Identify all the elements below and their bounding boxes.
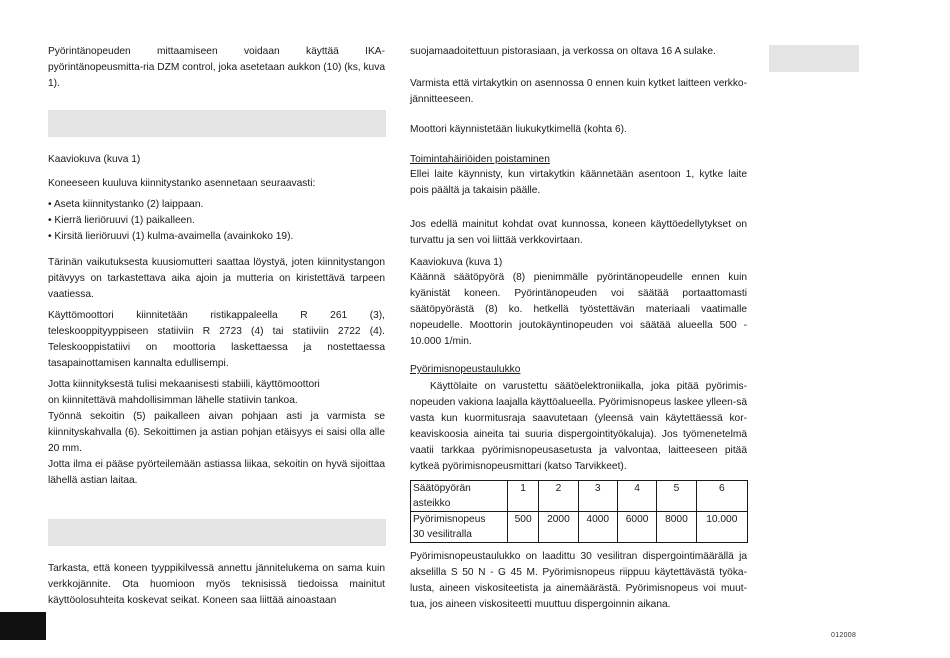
speed-paragraph: Käännä säätöpyörä (8) pienimmälle pyörintänopeudelle ennen kuin kyänistät koneen. Pyörintänopeuden voi säätää portaattomasti säätöpyörästä (8) ko. hetkellä työstettävän materiaali vaatimalle nopeudelle. Moottorin joutokäyntinopeuden voi säätää alueella 500 - 10.000 1/min. xyxy=(410,272,747,347)
switch-check-paragraph: Varmista että virtakytkin on asennossa 0 ennen kuin kytket laitteen verkko-jännitteeseen. xyxy=(410,78,747,105)
table-cell: 1 xyxy=(508,481,539,512)
table-cell: 6 xyxy=(696,481,747,512)
table-cell: 3 xyxy=(578,481,617,512)
document-number: 012008 xyxy=(831,632,857,639)
table-row xyxy=(411,512,748,543)
install-steps-list xyxy=(48,197,385,245)
table-cell: 500 xyxy=(508,512,539,543)
speed-table xyxy=(410,480,748,543)
table-cell: Säätöpyörän asteikko xyxy=(411,481,508,512)
figure-reference-right: Kaaviokuva (kuva 1) xyxy=(410,257,503,268)
ready-paragraph: Jos edellä mainitut kohdat ovat kunnossa, koneen käyttöedellytykset on turvattu ja sen voi liittää verkkovirtaan. xyxy=(410,219,747,246)
socket-line: suojamaadoitettuun pistorasiaan, ja verkossa on oltava 16 A sulake. xyxy=(410,46,716,57)
start-line: Moottori käynnistetään liukukytkimellä (kohta 6). xyxy=(410,124,627,135)
table-row xyxy=(411,481,748,512)
table-cell: Pyörimisnopeus 30 vesilitralla xyxy=(411,512,508,543)
list-item: • Kierrä lieriöruuvi (1) paikalleen. xyxy=(48,215,195,226)
section-band-1 xyxy=(48,110,386,137)
intro-paragraph: Pyörintänopeuden mittaamiseen voidaan käyttää IKA-pyörintänopeusmitta-ria DZM control, joka asetetaan aukkon (10) (ks, kuva 1). xyxy=(48,46,385,89)
vibration-paragraph: Tärinän vaikutuksesta kuusiomutteri saattaa löystyä, joten kiinnitystangon pitävyys on tarkastettava aika ajoin ja mutteria on kiristettävä tarpeen vaatiessa. xyxy=(48,257,385,300)
table-cell: 6000 xyxy=(617,512,656,543)
table-cell: 4000 xyxy=(578,512,617,543)
list-item: • Kirsitä lieriöruuvi (1) kulma-avaimella (avainkoko 19). xyxy=(48,231,294,242)
table-cell: 2 xyxy=(539,481,578,512)
list-item: • Aseta kiinnitystanko (2) laippaan. xyxy=(48,199,204,210)
speed-table-heading: Pyörimisnopeustaulukko xyxy=(410,364,521,375)
mount-paragraph: Käyttömoottori kiinnitetään ristikappaleella R 261 (3), teleskooppityyppiseen statiiviin R 2723 (4) tai statiiviin 2722 (4). Teleskooppistatiivi on moottoria laskettaessa ja nostettaessa tasapainottamisen kannalta edullisempi. xyxy=(48,310,385,369)
install-intro: Koneeseen kuuluva kiinnitystanko asennetaan seuraavasti: xyxy=(48,178,316,189)
voltage-paragraph: Tarkasta, että koneen tyyppikilvessä annettu jännitelukema on sama kuin verkkojännite. Ota huomioon myös teknisissä tiedoissa mainitut käyttöolosuhteita koskevat seikat. Koneen saa liittää ainoastaan xyxy=(48,563,385,606)
section-band-2 xyxy=(48,519,386,546)
header-band-right xyxy=(769,45,859,72)
speed-table-intro: Käyttölaite on varustettu säätöelektroniikalla, joka pitää pyörimis-nopeuden vakiona laajalla käyttöalueella. Pyörimisnopeus laskee ylleen-sä vasta kun kuormitusraja saavutetaan (yleensä vain käytettäessä kor-keaviskoosia aineita tai suuria dispergointityökaluja). Jos työmenetelmä vaatii tarkkaa pyörimisnopeusasetusta ja valvontaa, laitteeseen pitää kytkeä pyörimisnopeusmittari (katso Tarvikkeet). xyxy=(410,381,747,472)
stirrer-paragraph: Työnnä sekoitin (5) paikalleen aivan pohjaan asti ja varmista se kiinnityskahvalla (6). Sekoittimen ja astian pohjan etäisyys ei saisi olla alle 20 mm. xyxy=(48,411,385,454)
troubleshooting-text: Ellei laite käynnisty, kun virtakytkin käännetään asentoon 1, kytke laite pois päältä ja takaisin päälle. xyxy=(410,169,747,196)
table-cell: 10.000 xyxy=(696,512,747,543)
page-tab-marker xyxy=(0,612,46,640)
air-paragraph: Jotta ilma ei pääse pyörteilemään astiassa liikaa, sekoitin on hyvä sijoittaa lähellä astian laitaa. xyxy=(48,459,385,486)
table-cell: 2000 xyxy=(539,512,578,543)
table-cell: 4 xyxy=(617,481,656,512)
troubleshooting-heading: Toimintahäiriöiden poistaminen xyxy=(410,154,550,165)
table-note: Pyörimisnopeustaulukko on laadittu 30 vesilitran dispergointimäärällä ja akselilla S 50 N - G 45 M. Pyörimisnopeus riippuu käytettävästä työka-lusta, aineen viskositeetista ja ainemäärästä. Pyörimisnopeus voi muut-tua, jos aineen viskositeetti muuttuu dispergoinnin aikana. xyxy=(410,551,747,610)
stability-paragraph: Jotta kiinnityksestä tulisi mekaanisesti stabiili, käyttömoottori on kiinnitettävä mahdollisimman lähelle statiivin tankoa. xyxy=(48,379,320,406)
table-cell: 5 xyxy=(657,481,696,512)
table-cell: 8000 xyxy=(657,512,696,543)
figure-reference: Kaaviokuva (kuva 1) xyxy=(48,154,141,165)
